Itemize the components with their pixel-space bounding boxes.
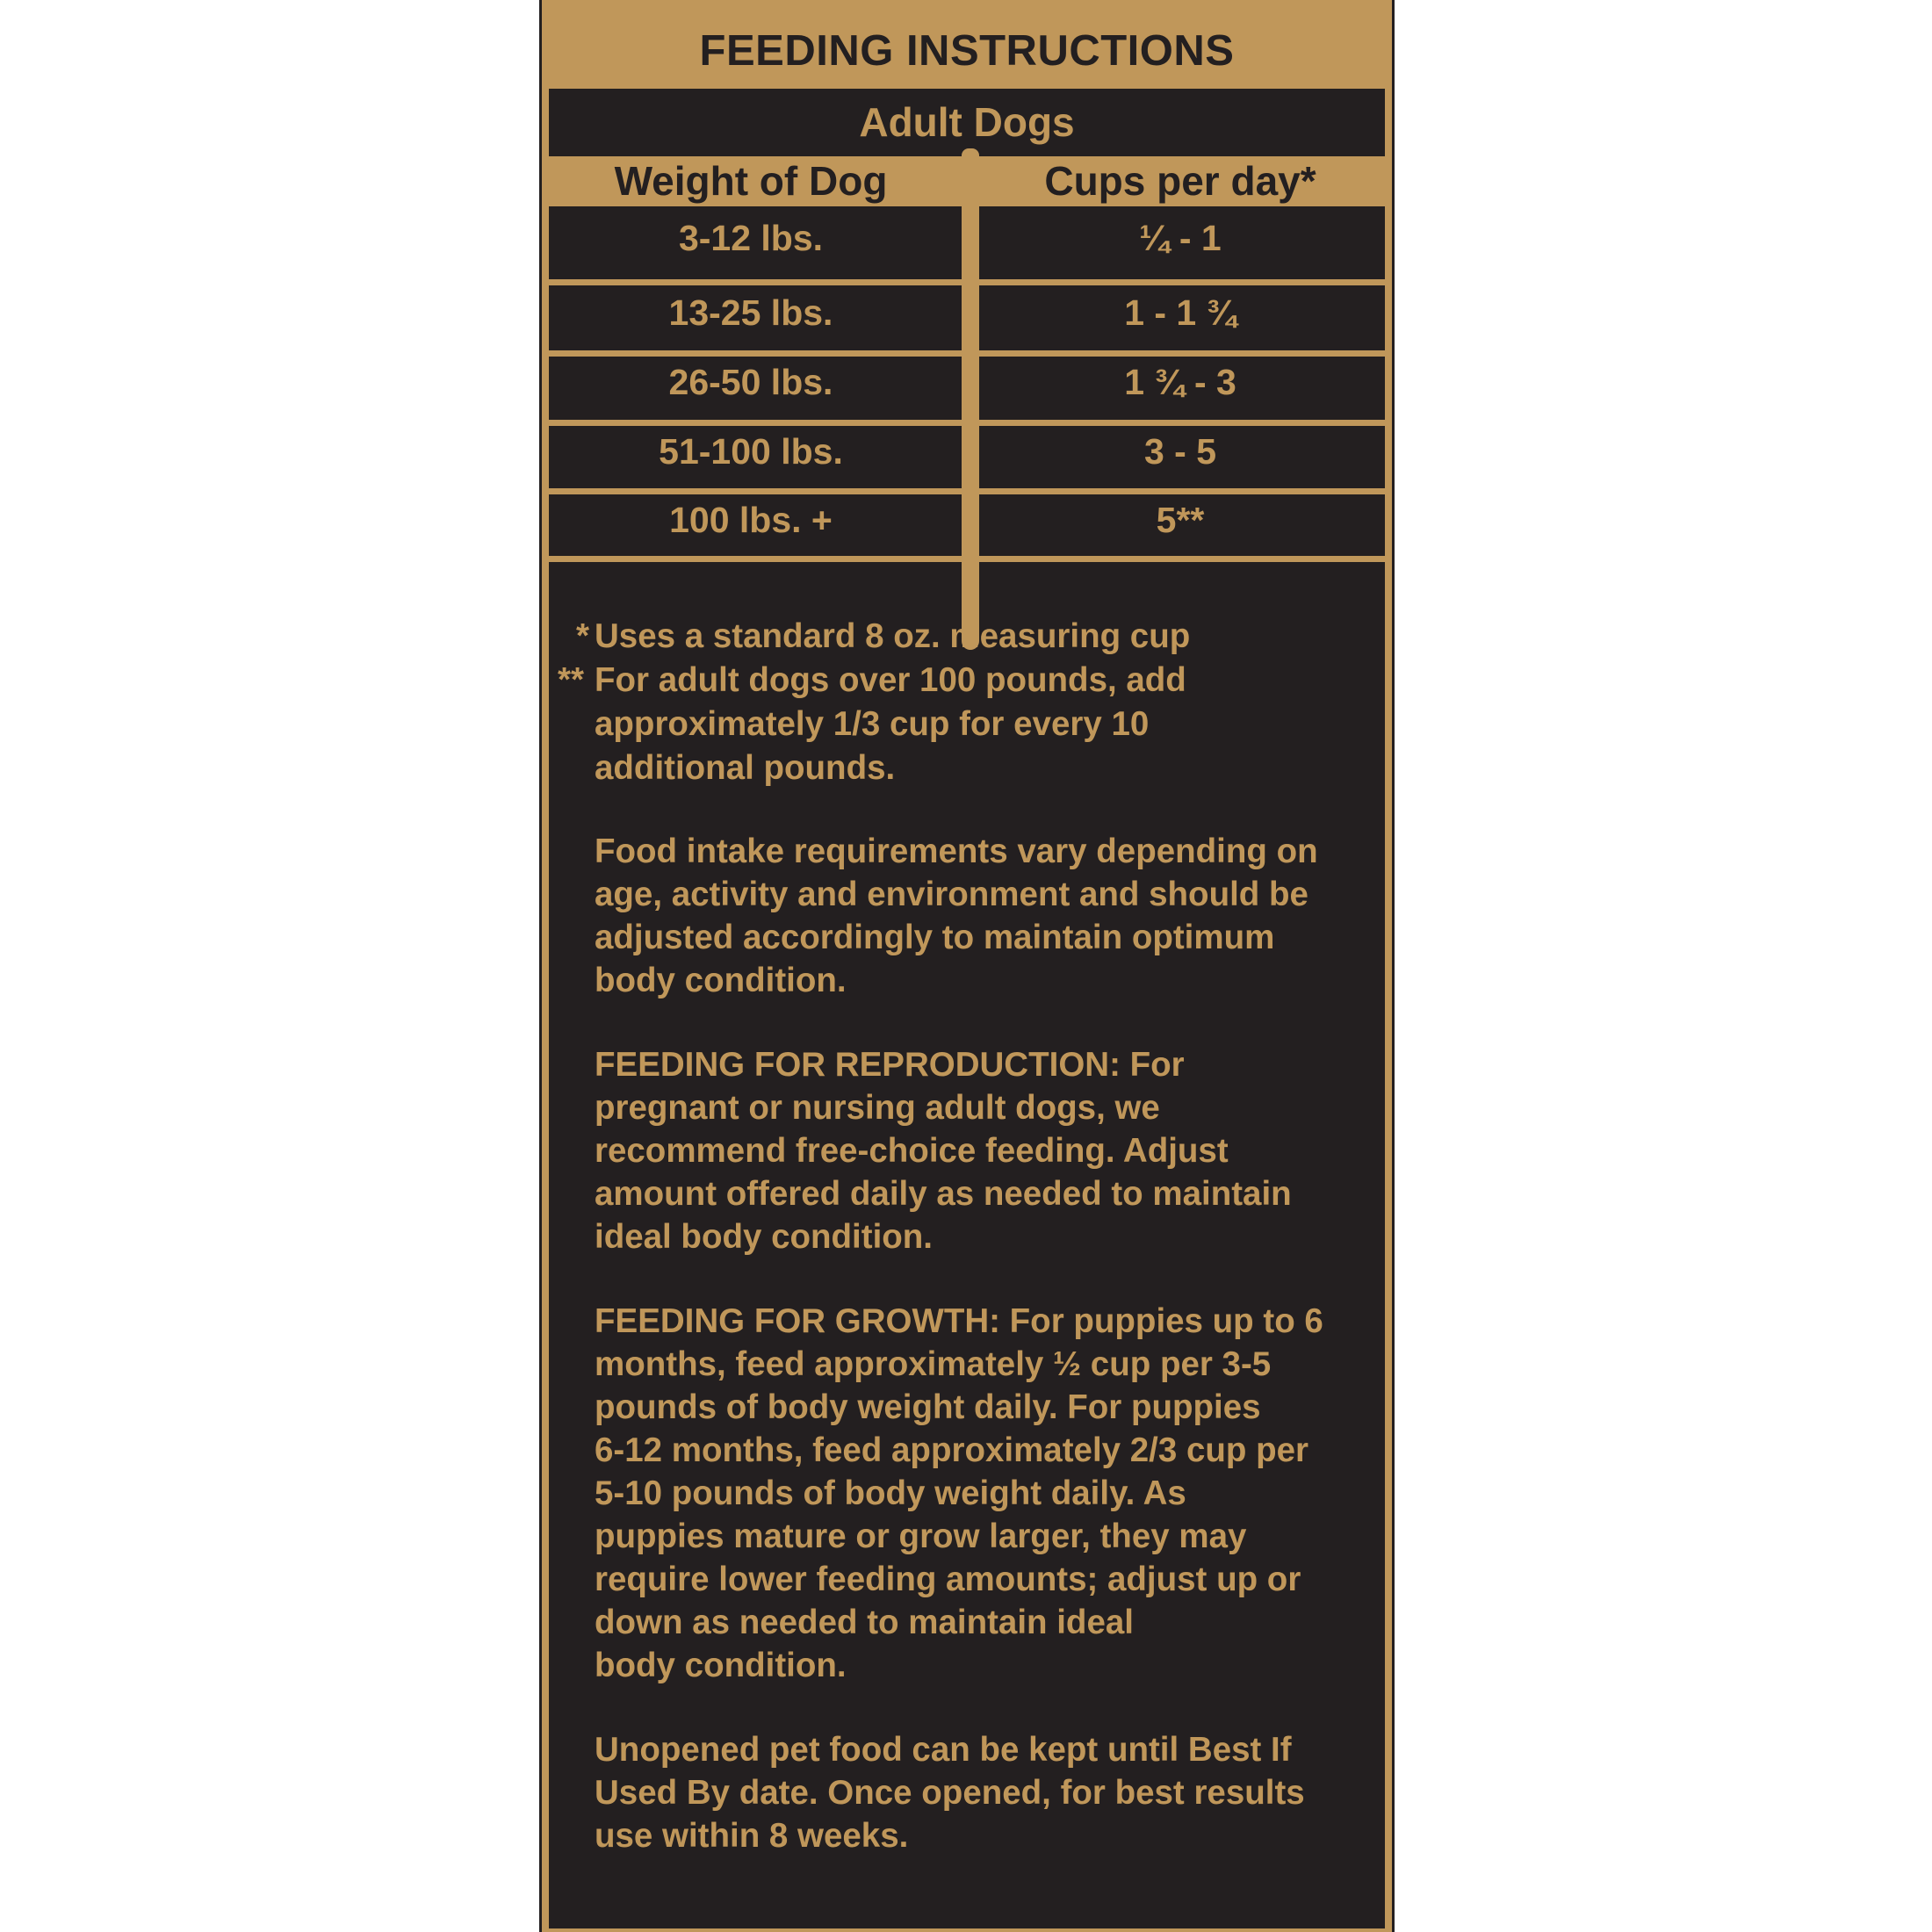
footnote-double-line: For adult dogs over 100 pounds, add [595, 661, 1186, 699]
reproduction-text: FEEDING FOR REPRODUCTION: For pregnant or nursing adult dogs, we recommend free-choice feeding. Adjust amount offered daily as needed to maintain ideal body condition. [595, 1046, 1292, 1256]
footnote-double-line: approximately 1/3 cup for every 10 [595, 705, 1150, 743]
cell-cups: 1 - 1 ¾ [1124, 292, 1236, 333]
table-bottom-border [549, 556, 1385, 562]
table-row [549, 206, 1385, 270]
cell-weight: 51-100 lbs. [659, 431, 843, 472]
cell-weight: 26-50 lbs. [668, 362, 833, 402]
storage-text: Unopened pet food can be kept until Best If Used By date. Once opened, for best results use within 8 weeks. [595, 1731, 1305, 1855]
cell-weight: 13-25 lbs. [668, 292, 833, 333]
footnote-double-marker: ** [558, 661, 584, 699]
header-weight: Weight of Dog [614, 158, 888, 204]
footnote-single-text: Uses a standard 8 oz. measuring cup [595, 617, 1191, 655]
table-row [549, 350, 1385, 414]
table-subtitle: Adult Dogs [859, 99, 1075, 145]
growth-paragraph [595, 1300, 1367, 1687]
header-cups: Cups per day* [1044, 158, 1316, 204]
panel-title: FEEDING INSTRUCTIONS [699, 27, 1235, 75]
cell-cups: ¼ - 1 [1139, 218, 1222, 258]
table-row [549, 420, 1385, 483]
cell-cups: 3 - 5 [1143, 431, 1217, 472]
table-header-row [549, 156, 1385, 206]
footnote-double-line: additional pounds. [595, 749, 896, 787]
footnote-single-marker: * [576, 617, 589, 655]
table-row [549, 281, 1385, 344]
cell-weight: 3-12 lbs. [678, 218, 824, 258]
storage-paragraph [595, 1728, 1367, 1857]
growth-text: FEEDING FOR GROWTH: For puppies up to 6 months, feed approximately ½ cup per 3-5 pounds of body weight daily. For puppies 6-12 months, feed approximately 2/3 cup per 5-10 pounds of body weight daily. As puppies mature or grow larger, they may require lower feeding amounts; adjust up or down as needed to maintain ideal body condition. [595, 1302, 1323, 1684]
cell-weight: 100 lbs. + [669, 500, 833, 540]
reproduction-paragraph [595, 1043, 1367, 1258]
table-row [549, 488, 1385, 551]
cell-cups: 1 ¾ - 3 [1124, 362, 1236, 402]
intake-text: Food intake requirements vary depending on age, activity and environment and should be adjusted accordingly to maintain optimum body condition. [595, 833, 1318, 999]
intake-paragraph [595, 830, 1367, 1002]
cell-cups: 5** [1156, 500, 1205, 540]
panel-bottom-border [549, 1928, 1385, 1932]
